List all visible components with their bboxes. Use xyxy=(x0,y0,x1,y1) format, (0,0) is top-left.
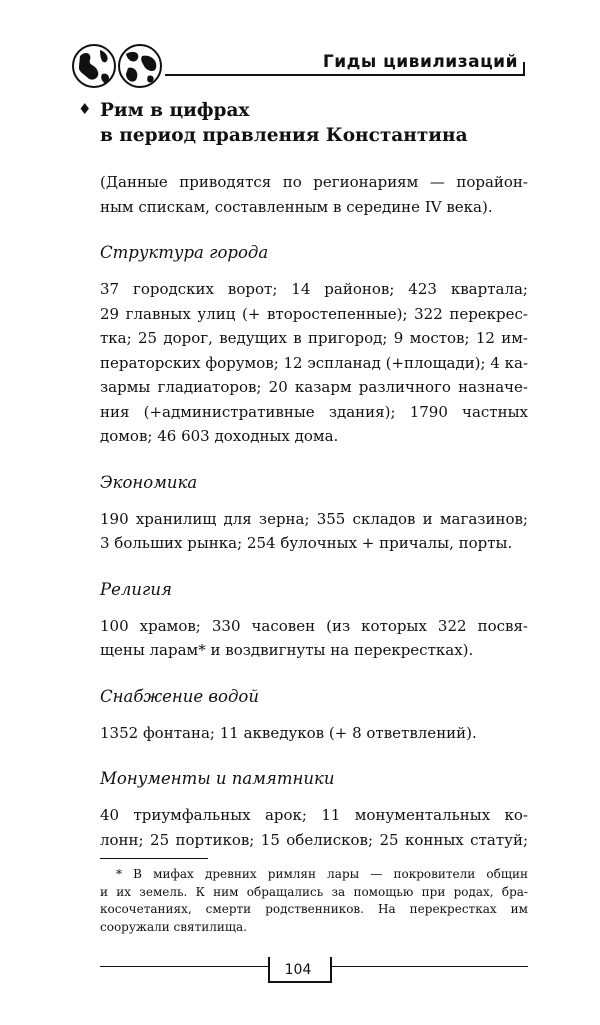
text-line: 3 больших рынка; 254 булочных + причалы, порты. xyxy=(100,534,513,552)
paragraph-religion xyxy=(100,614,528,663)
text-line: лонн; 25 портиков; 15 обелисков; 25 конных статуй; xyxy=(100,830,528,849)
intro-paragraph xyxy=(100,170,528,219)
text-line: зармы гладиаторов; 20 казарм различного назначе- xyxy=(100,378,528,396)
diamond-bullet-icon: ♦ xyxy=(78,100,92,118)
text-line: 29 главных улиц (+ второстепенные); 322 перекрес- xyxy=(100,304,528,323)
footnote xyxy=(100,866,528,936)
running-header-title: Гиды цивилизаций xyxy=(322,52,518,72)
text-line: 37 городских ворот; 14 районов; 423 квартала; xyxy=(100,280,528,298)
footnote-line: косочетаниях, смерти родственников. На перекрестках им xyxy=(100,902,528,916)
page-number: 104 xyxy=(284,962,312,978)
page-body xyxy=(100,170,528,852)
text-line: тка; 25 дорог, ведущих в пригород; 9 мостов; 12 им- xyxy=(100,329,528,347)
footnote-rule xyxy=(100,858,208,859)
text-line: домов; 46 603 доходных дома. xyxy=(100,427,339,445)
text-line: 190 хранилищ для зерна; 355 складов и магазинов; xyxy=(100,509,528,528)
paragraph-structure xyxy=(100,277,528,449)
section-title-line-1: Рим в цифрах xyxy=(100,100,250,121)
header-rule-tick xyxy=(523,62,525,76)
footnote-line: и их земель. К ним обращались за помощью при родах, бра- xyxy=(100,884,528,899)
text-line: 40 триумфальных арок; 11 монументальных ко- xyxy=(100,806,528,824)
paragraph-monuments xyxy=(100,803,528,852)
section-title xyxy=(78,97,548,148)
text-line: ным спискам, составленным в середине IV века). xyxy=(100,197,493,216)
text-line: 1352 фонтана; 11 акведуков (+ 8 ответвлений). xyxy=(100,723,477,742)
subheading-economy: Экономика xyxy=(100,472,198,492)
text-line: 100 храмов; 330 часовен (из которых 322 посвя- xyxy=(100,616,528,635)
footnote-line: сооружали святилища. xyxy=(100,919,247,934)
section-title-line-2: в период правления Константина xyxy=(100,125,468,146)
paragraph-water-supply xyxy=(100,721,528,746)
text-line: ния (+административные здания); 1790 частных xyxy=(100,402,528,421)
paragraph-economy xyxy=(100,507,528,556)
text-line: щены ларам* и воздвигнуты на перекрестках). xyxy=(100,641,474,659)
subheading-water-supply: Снабжение водой xyxy=(100,686,259,706)
header-rule xyxy=(165,74,525,76)
subheading-religion: Религия xyxy=(100,579,172,599)
text-line: (Данные приводятся по регионариям — порайон- xyxy=(100,173,528,191)
subheading-monuments: Монументы и памятники xyxy=(100,769,335,788)
text-line: ператорских форумов; 12 эспланад (+площади); 4 ка- xyxy=(100,353,529,372)
footnote-line: * В мифах древних римлян лары — покровители общин xyxy=(116,867,528,881)
twin-globes-icon xyxy=(70,42,166,90)
subheading-structure: Структура города xyxy=(100,243,269,262)
